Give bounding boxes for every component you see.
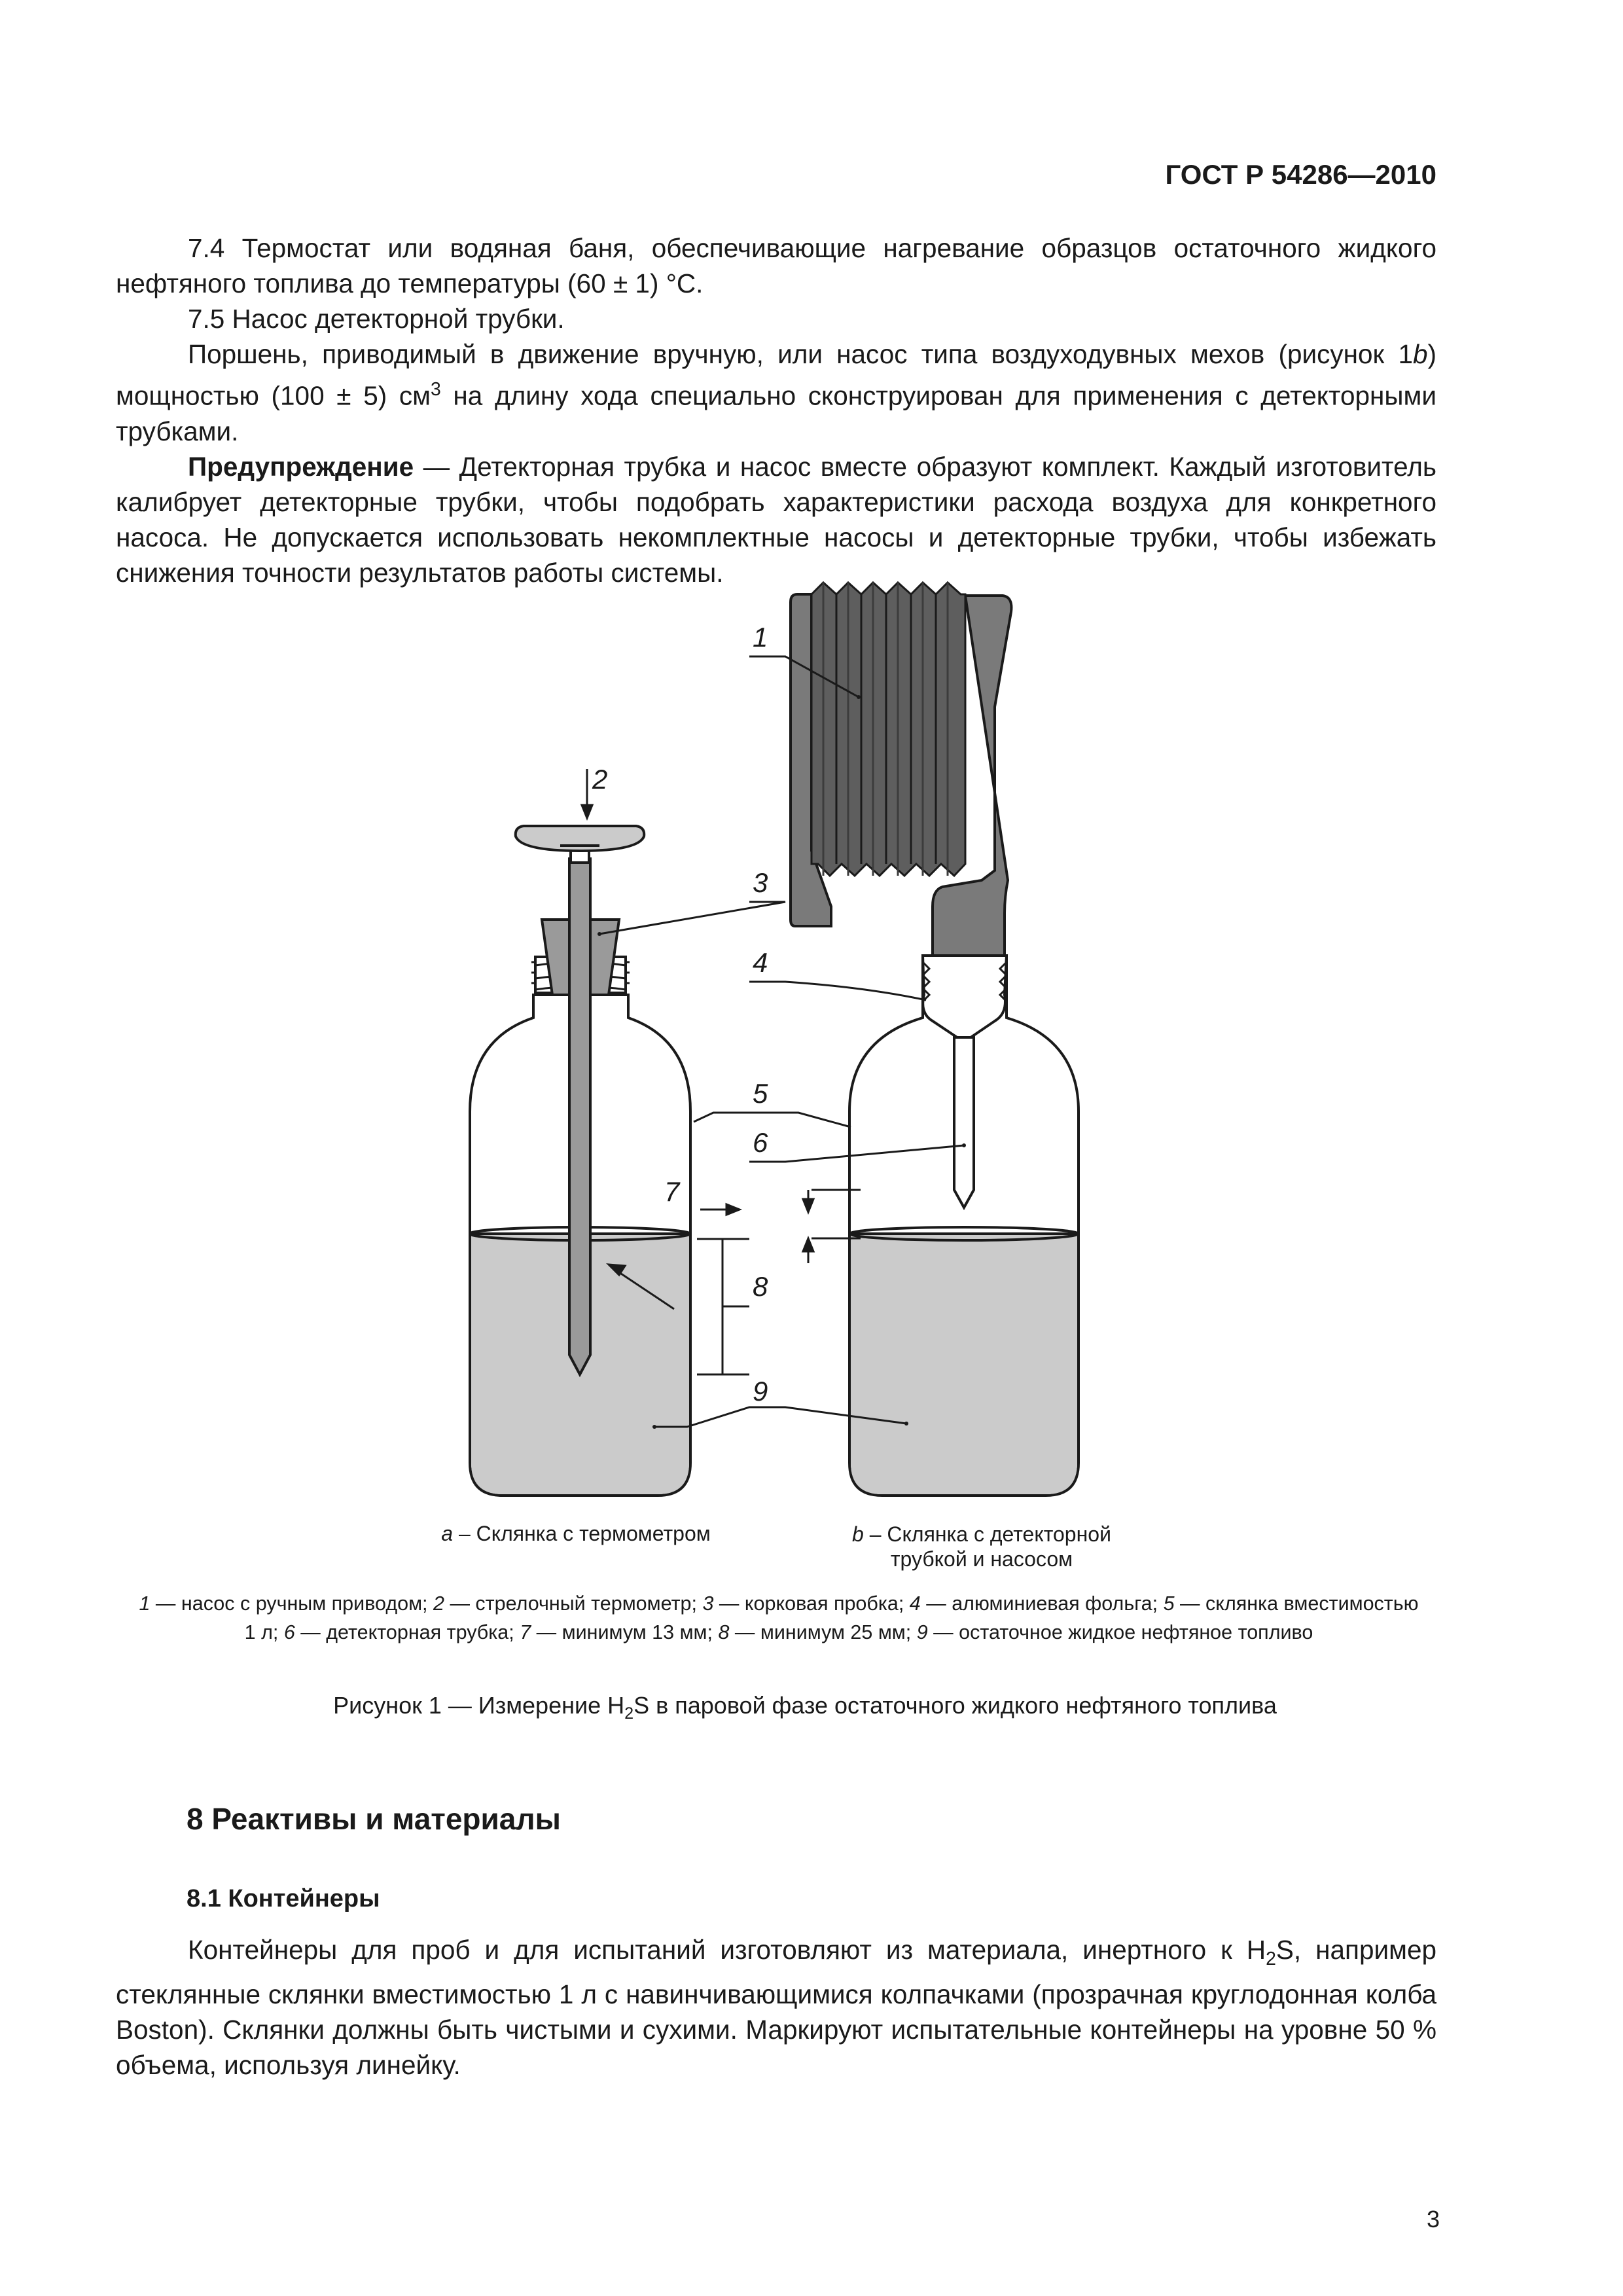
section-8-1-heading: 8.1 Контейнеры (187, 1885, 380, 1912)
figure-legend: 1 — насос с ручным приводом; 2 — стрелочный термометр; 3 — корковая пробка; 4 — алюминиевая фольга; 5 — склянка вместимостью 1 л; 6 — детекторная трубка; 7 — минимум 13 мм; 8 — минимум 25 мм; 9 — остаточное жидкое нефтяное топливо (139, 1592, 1419, 1643)
figure-title: Рисунок 1 — Измерение $H_2S$ в паровой фазе остаточного жидкого нефтяного топлива (333, 1692, 1277, 1723)
thermometer-dial (516, 826, 645, 851)
paragraph-pump-description: Поршень, приводимый в движение вручную, или насос типа воздуходувных мехов (рисунок 1b) мощностью (100 ± 5) $см^3$ на длину хода специально сконструирован для применения с детекторными трубками. (116, 339, 1436, 446)
label-8: 8 (753, 1271, 768, 1302)
detector-tube (954, 1037, 974, 1208)
label-7: 7 (664, 1176, 680, 1207)
document-number: ГОСТ Р 54286—2010 (1165, 159, 1436, 190)
section-8-heading: 8 Реактивы и материалы (187, 1802, 561, 1836)
label-1: 1 (753, 622, 768, 653)
label-3: 3 (753, 867, 768, 898)
paragraph-warning: Предупреждение — Детекторная трубка и насос вместе образуют комплект. Каждый изготовитель калибрует детекторные трубки, чтобы подобрать характеристики расхода воздуха для конкретного насоса. Не допускается использовать некомплектные насосы и детекторные трубки, чтобы избежать снижения точности результатов работы системы. (116, 451, 1436, 588)
thermometer-stem (569, 859, 590, 1374)
label-6: 6 (753, 1127, 768, 1158)
caption-b: b – Склянка с детекторной трубкой и насосом (852, 1522, 1111, 1571)
label-9: 9 (753, 1376, 768, 1407)
page-number: 3 (1426, 2206, 1440, 2233)
label-5: 5 (753, 1078, 768, 1109)
label-2: 2 (592, 764, 608, 795)
paragraph-7-5: 7.5 Насос детекторной трубки. (188, 304, 565, 334)
pump-bellows (812, 583, 965, 876)
caption-a: a – Склянка с термометром (441, 1522, 711, 1545)
section-8-1-text: Контейнеры для проб и для испытаний изготовляют из материала, инертного к $H_2S$, например стеклянные склянки вместимостью 1 л с навинчивающимися колпачками (прозрачная круглодонная колба Boston). Склянки должны быть чистыми и сухими. Маркируют испытательные контейнеры на уровне 50 % объема, используя линейку. (116, 1935, 1436, 2081)
liquid-b (851, 1234, 1077, 1494)
paragraph-7-4: 7.4 Термостат или водяная баня, обеспечивающие нагревание образцов остаточного жидкого нефтяного топлива до температуры (60 ± 1) °С. (116, 233, 1436, 298)
label-4: 4 (753, 947, 768, 978)
